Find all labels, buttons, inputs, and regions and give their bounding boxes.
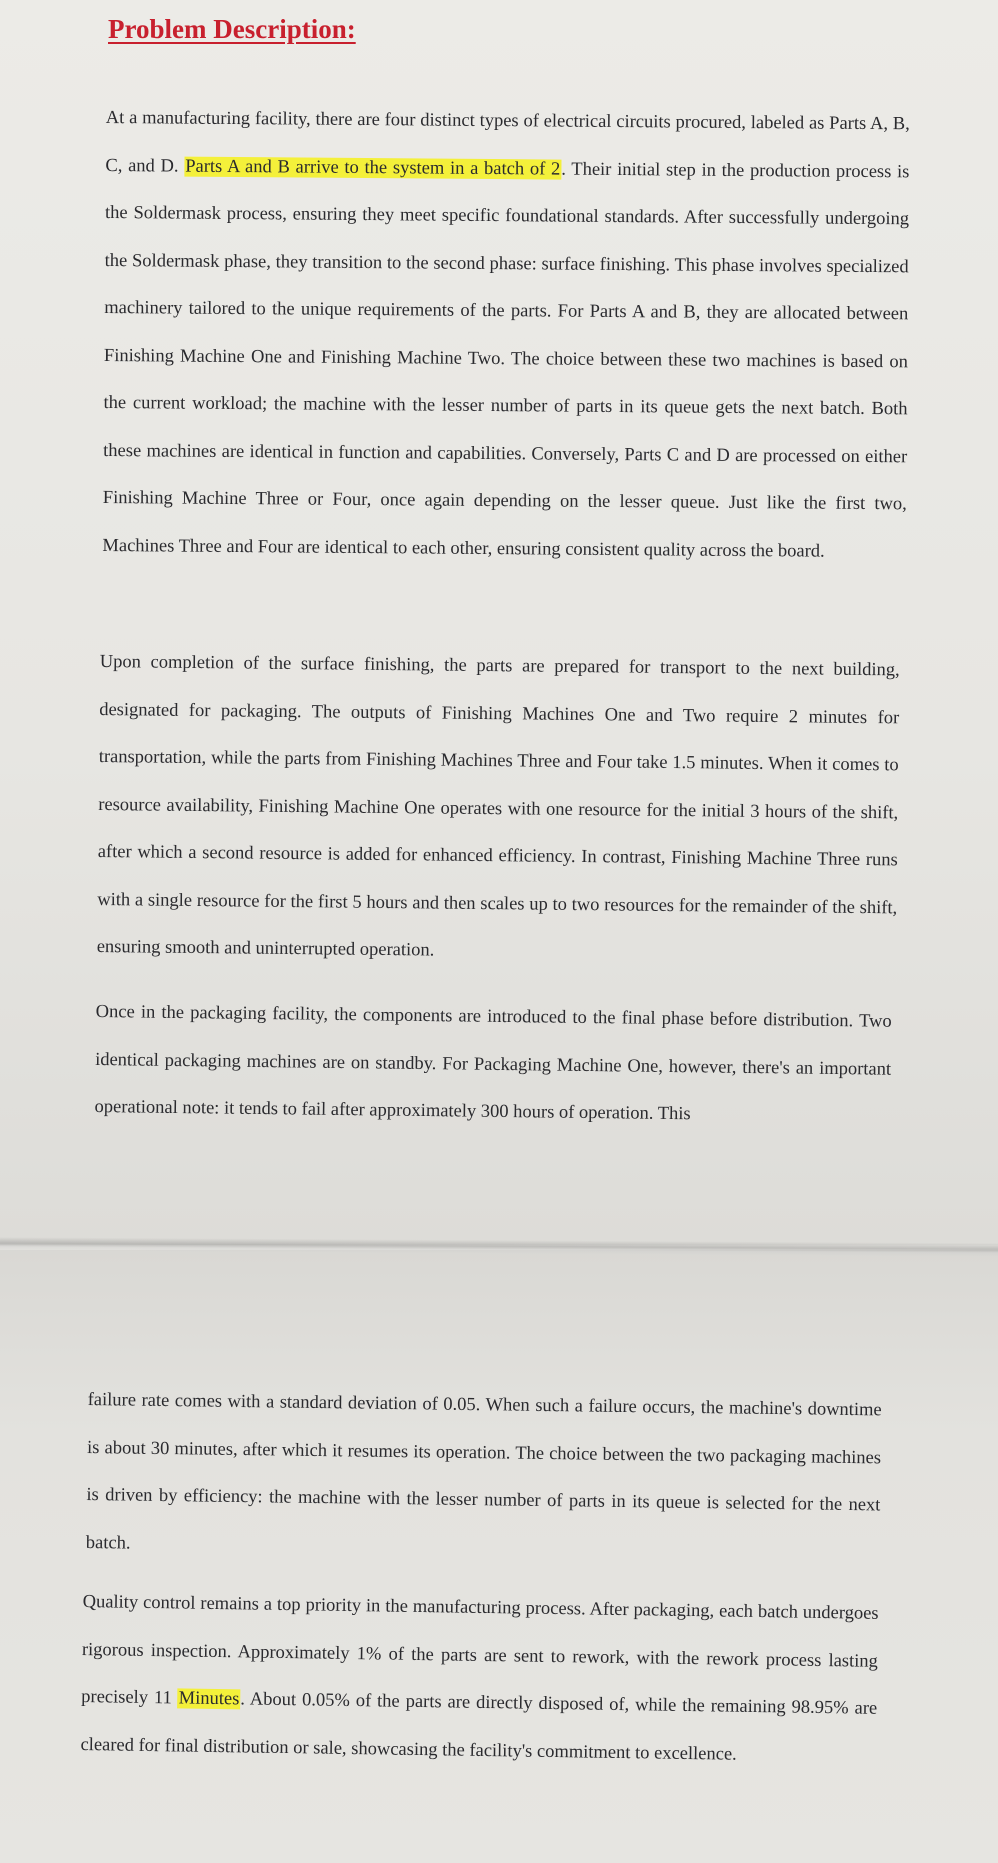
paragraph-text: . About 0.05% of the parts are directly disposed of, while the remaining 98.95% are cleared for final distribution or sale, showcasing the facility's commitment to excellence. — [80, 1689, 878, 1765]
paragraph-failure: failure rate comes with a standard deviation of 0.05. When such a failure occurs, the machine's downtime is about 30 minutes, after which it resumes its operation. The choice between the two packaging machines is driven by efficiency: the machine with the lesser number of parts in its queue is selected for the next batch. — [85, 1389, 882, 1554]
paragraph-text: Quality control remains a top priority in the manufacturing process. After packaging, each batch undergoes rigorous inspection. Approximately 1% of the parts are sent to rework, with the rework process lasting precisely 11 — [81, 1591, 879, 1709]
paragraph-quality-control — [80, 1579, 879, 1781]
highlighted-text: Parts A and B arrive to the system in a batch of 2 — [185, 156, 561, 180]
document-title: Problem Description: — [108, 14, 356, 44]
paragraph-text: . Their initial step in the production process is the Soldermask process, ensuring they meet specific foundational standards. After successfully undergoing the Soldermask phase, they transition to the second phase: surface finishing. This phase involves specialized machinery tailored to the unique requirements of the parts. For Parts A and B, they are allocated between Finishing Machine One and Finishing Machine Two. The choice between these two machines is based on the current workload; the machine with the lesser number of parts in its queue gets the next batch. Both these machines are identical in function and capabilities. Conversely, Parts C and D are processed on either Finishing Machine Three or Four, once again depending on the lesser queue. Just like the first two, Machines Three and Four are identical to each other, ensuring consistent quality across the board. — [102, 159, 910, 562]
highlighted-text: Minutes — [178, 1688, 240, 1710]
paragraph-packaging: Once in the packaging facility, the components are introduced to the final phase before distribution. Two identical packaging machines are on standby. For Packaging Machine One, however, there's an important operational note: it tends to fail after approximately 300 hours of operation. This — [94, 1001, 892, 1125]
paragraph-text: At a manufacturing facility, there are four distinct types of electrical circuits procured, labeled as Parts A, B, C, and D. — [105, 107, 910, 177]
paragraph-transport: Upon completion of the surface finishing, the parts are prepared for transport to the next building, designated for packaging. The outputs of Finishing Machines One and Two require 2 minutes for transportation, while the parts from Finishing Machines Three and Four take 1.5 minutes. When it comes to resource availability, Finishing Machine One operates with one resource for the initial 3 hours of the shift, after which a second resource is added for enhanced efficiency. In contrast, Finishing Machine Three runs with a single resource for the first 5 hours and then scales up to two resources for the remainder of the shift, ensuring smooth and uninterrupted operation. — [96, 651, 900, 961]
paragraph-parts-intro — [102, 95, 910, 576]
